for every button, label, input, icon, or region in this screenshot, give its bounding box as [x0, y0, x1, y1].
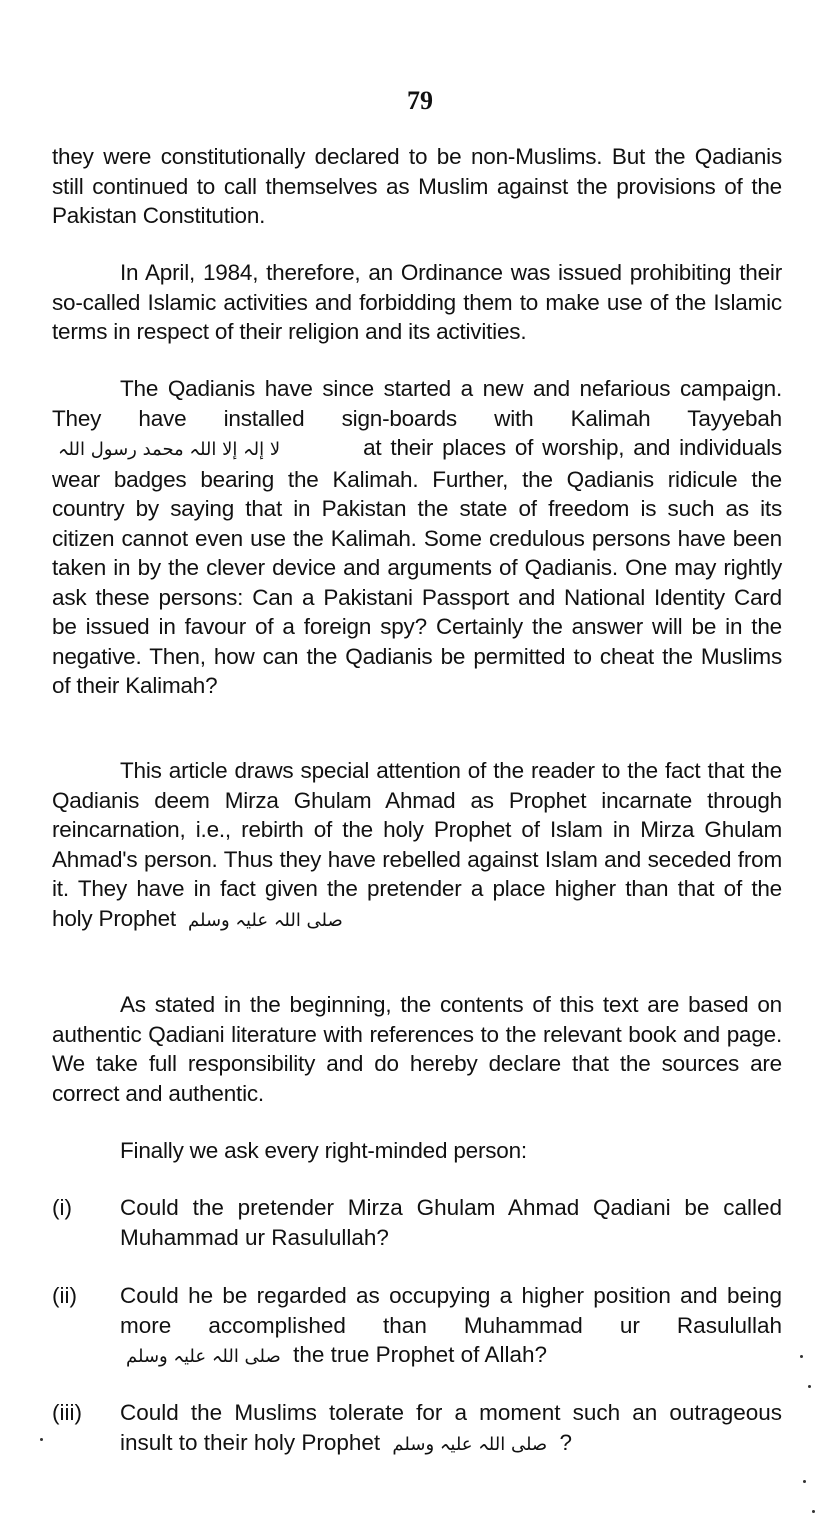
question-3-arabic-text: صلی اللہ علیہ وسلم — [392, 1433, 548, 1455]
paragraph-2: In April, 1984, therefore, an Ordinance was issued prohibiting their so-called Islamic activities and forbidding them to make use of the Islamic terms in respect of their religion and its activities. — [52, 260, 782, 344]
paragraph-3-text-end: at their places of worship, and individuals wear badges bearing the Kalimah. Further, the Qadianis ridicule the country by saying that in Pakistan the state of freedom is such as its citizen cannot even use the Kalimah. Some credulous persons have been taken in by the clever device and arguments of Qadianis. One may rightly ask these persons: Can a Pakistani Passport and National Identity Card be issued in favour of a foreign spy? Certainly the answer will be in the negative. Then, how can the Qadianis be permitted to cheat the Muslims of their Kalimah? — [52, 435, 782, 698]
paragraph-5: As stated in the beginning, the contents of this text are based on authentic Qadiani literature with references to the relevant book and page. We take full responsibility and do hereby declare that the sources are correct and authentic. — [52, 992, 782, 1106]
scan-speck — [803, 1480, 806, 1483]
paragraph-6: Finally we ask every right-minded person: — [120, 1138, 527, 1163]
question-2-text-end: the true Prophet of Allah? — [293, 1342, 547, 1367]
question-2-text-start: Could he be regarded as occupying a higher position and being more accomplished than Muhammad ur Rasulullah — [120, 1283, 782, 1338]
question-3 — [52, 1398, 782, 1459]
scan-speck — [40, 1438, 43, 1441]
question-2-text — [120, 1281, 782, 1372]
question-2-marker: (ii) — [52, 1283, 77, 1308]
question-1-text: Could the pretender Mirza Ghulam Ahmad Qadiani be called Muhammad ur Rasulullah? — [120, 1195, 782, 1250]
kalimah-arabic-text: لا إلہ إلا اللہ محمد رسول اللہ — [58, 439, 281, 460]
question-3-text — [120, 1398, 782, 1459]
scan-speck — [812, 1510, 815, 1513]
question-2 — [52, 1281, 782, 1372]
paragraph-1: they were constitutionally declared to be non-Muslims. But the Qadianis still continued to call themselves as Muslim against the provisions of the Pakistan Constitution. — [52, 144, 782, 228]
question-1 — [52, 1193, 782, 1252]
question-3-marker: (iii) — [52, 1400, 82, 1425]
scan-speck — [800, 1355, 803, 1358]
page-number: 79 — [407, 86, 433, 115]
paragraph-3-text-start: The Qadianis have since started a new and nefarious campaign. They have installed sign-boards with Kalimah Tayyebah — [52, 376, 782, 431]
question-3-text-end: ? — [559, 1429, 572, 1455]
question-1-marker: (i) — [52, 1195, 72, 1220]
paragraph-4 — [52, 756, 782, 935]
question-2-arabic-text: صلی اللہ علیہ وسلم — [126, 1346, 281, 1367]
paragraph-3 — [52, 374, 782, 701]
salutation-arabic-text: صلی اللہ علیہ وسلم — [188, 909, 343, 931]
scan-speck — [808, 1385, 811, 1388]
question-3-text-start: Could the Muslims tolerate for a moment such an outrageous insult to their holy Prophet — [120, 1400, 782, 1455]
paragraph-4-text: This article draws special attention of the reader to the fact that the Qadianis deem Mirza Ghulam Ahmad as Prophet incarnate through reincarnation, i.e., rebirth of the holy Prophet of Islam in Mirza Ghulam Ahmad's person. Thus they have rebelled against Islam and seceded from it. They have in fact given the pretender a place higher than that of the holy Prophet — [52, 758, 782, 931]
